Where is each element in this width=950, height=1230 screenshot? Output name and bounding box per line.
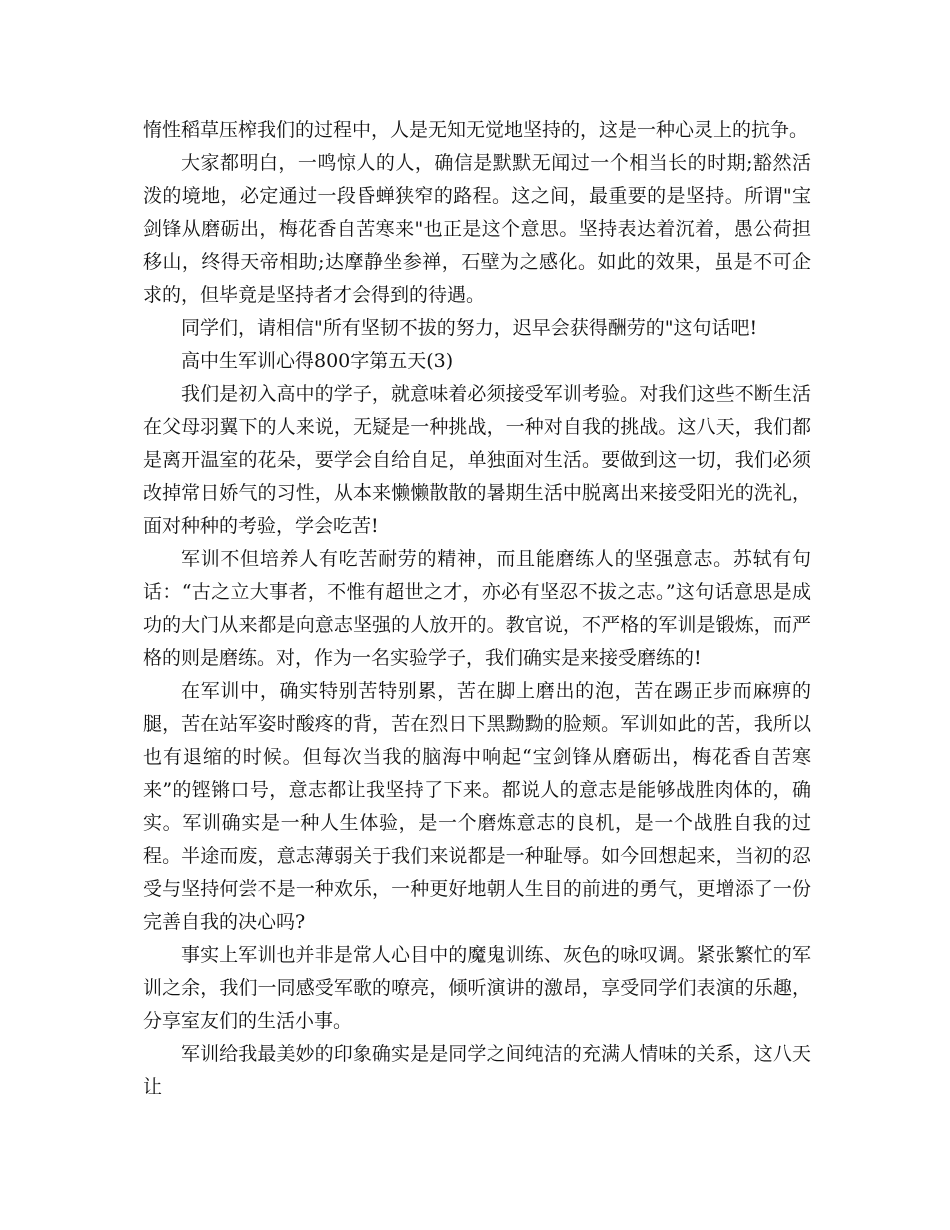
paragraph-4: 我们是初入高中的学子，就意味着必须接受军训考验。对我们这些不断生活在父母羽翼下的人来说，无疑是一种挑战，一种对自我的挑战。这八天，我们都是离开温室的花朵，要学会自给自足，单独面对生活。要做到这一切，我们必须改掉常日娇气的习性，从本来懒懒散散的暑期生活中脱离出来接受阳光的洗礼，面对种种的考验，学会吃苦! (143, 383, 811, 537)
paragraph-1: 惰性稻草压榨我们的过程中，人是无知无觉地坚持的，这是一种心灵上的抗争。 (143, 119, 809, 141)
paragraph-3: 同学们，请相信"所有坚韧不拔的努力，迟早会获得酬劳的"这句话吧! (181, 317, 758, 339)
paragraph-6: 在军训中，确实特别苦特别累，苦在脚上磨出的泡，苦在踢正步而麻痹的腿，苦在站军姿时酸疼的背，苦在烈日下黑黝黝的脸颊。军训如此的苦，我所以也有退缩的时候。但每次当我的脑海中响起“宝剑锋从磨砺出，梅花香自苦寒来”的铿锵口号，意志都让我坚持了下来。都说人的意志是能够战胜肉体的，确实。军训确实是一种人生体验，是一个磨炼意志的良机，是一个战胜自我的过程。半途而废，意志薄弱关于我们来说都是一种耻辱。如今回想起来，当初的忍受与坚持何尝不是一种欢乐，一种更好地朝人生目的前进的勇气，更增添了一份完善自我的决心吗? (143, 680, 811, 933)
document-body (143, 114, 811, 1104)
paragraph-8: 军训给我最美妙的印象确实是是同学之间纯洁的充满人情味的关系，这八天让 (143, 1043, 811, 1098)
paragraph-2: 大家都明白，一鸣惊人的人，确信是默默无闻过一个相当长的时期;豁然活泼的境地，必定通过一段昏蝉狭窄的路程。这之间，最重要的是坚持。所谓"宝剑锋从磨砺出，梅花香自苦寒来"也正是这个意思。坚持表达着沉着，愚公荷担移山，终得天帝相助;达摩静坐参禅，石壁为之感化。如此的效果，虽是不可企求的，但毕竟是坚持者才会得到的待遇。 (143, 152, 811, 306)
paragraph-7: 事实上军训也并非是常人心目中的魔鬼训练、灰色的咏叹调。紧张繁忙的军训之余，我们一同感受军歌的嘹亮，倾听演讲的激昂，享受同学们表演的乐趣，分享室友们的生活小事。 (143, 944, 811, 1032)
section-heading: 高中生军训心得800字第五天(3) (181, 350, 454, 372)
paragraph-5: 军训不但培养人有吃苦耐劳的精神，而且能磨练人的坚强意志。苏轼有句话：“古之立大事者，不惟有超世之才，亦必有坚忍不拔之志。”这句话意思是成功的大门从来都是向意志坚强的人放开的。教官说，不严格的军训是锻炼，而严格的则是磨练。对，作为一名实验学子，我们确实是来接受磨练的! (143, 548, 811, 669)
